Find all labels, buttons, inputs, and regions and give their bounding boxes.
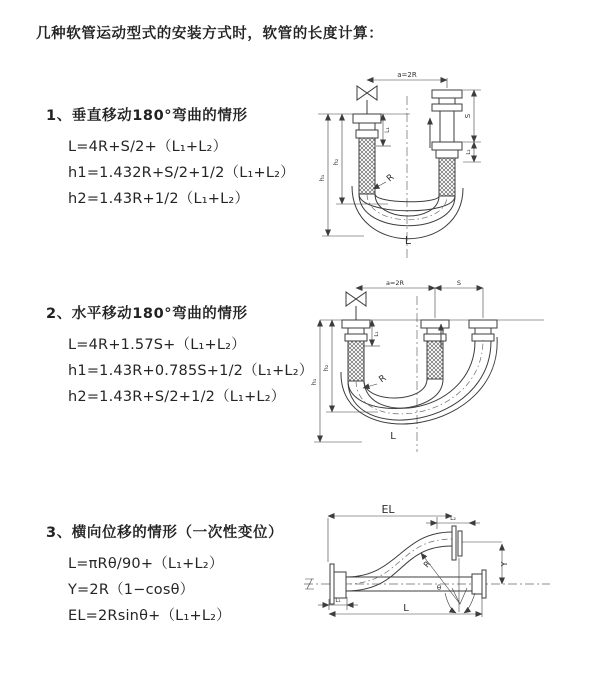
formula-line: h1=1.432R+S/2+1/2（L₁+L₂）: [68, 165, 295, 181]
d2-middle-pipe: [421, 320, 449, 379]
diagram-lateral-displacement: [298, 500, 600, 658]
dim-l1-label: L₁: [335, 598, 341, 604]
d1-dim-l2: [463, 142, 481, 162]
d2-dim-a2r: [356, 280, 435, 318]
d2-valve-icon: [346, 292, 366, 320]
formula-line: L=4R+1.57S+（L₁+L₂）: [68, 337, 246, 353]
formula-line: Y=2R（1−cosθ）: [68, 582, 195, 598]
d3-dim-y: [500, 544, 509, 584]
d3-radius-callout: [421, 553, 460, 604]
formula-line: h2=1.43R+S/2+1/2（L₁+L₂）: [68, 389, 286, 405]
dim-l1-label: L₁: [374, 331, 380, 337]
dim-h1-label: h₁: [318, 174, 326, 182]
section-3: [46, 521, 283, 629]
dim-l-label: L: [403, 603, 409, 614]
formula-line: L=πRθ/90+（L₁+L₂）: [68, 556, 224, 572]
hose-length-label: L: [404, 234, 412, 247]
formula-line: h2=1.43R+1/2（L₁+L₂）: [68, 191, 250, 207]
dim-h2-label: h₂: [332, 158, 340, 166]
d1-valve-icon: [357, 86, 377, 114]
section-2-formulas: [68, 332, 313, 410]
dim-s-label: S: [464, 113, 472, 119]
section-2-heading: 2、水平移动180°弯曲的情形: [46, 306, 248, 322]
section-1-heading: 1、垂直移动180°弯曲的情形: [46, 108, 248, 124]
formula-line: EL=2Rsinθ+（L₁+L₂）: [68, 608, 231, 624]
radius-label: R: [385, 172, 397, 185]
dim-l2-label: L₂: [450, 515, 456, 522]
hose-length-label: L: [390, 431, 396, 442]
d2-right-pipe: [469, 320, 497, 341]
d3-dim-l1: [318, 597, 358, 610]
d1-dim-a2r: [367, 71, 447, 88]
d1-radius-callout: [373, 173, 396, 189]
section-3-heading: 3、横向位移的情形（一次性变位）: [46, 525, 284, 541]
diagram-horizontal-180-bend: [306, 280, 598, 462]
d2-radius-callout: [363, 373, 388, 388]
dim-h2-label: h₂: [322, 364, 330, 372]
formula-line: L=4R+S/2+（L₁+L₂）: [68, 139, 228, 155]
dim-s-label: S: [456, 280, 462, 287]
dim-a2r-label: a=2R: [397, 71, 417, 79]
diagram-vertical-180-bend: [312, 70, 586, 266]
dim-a2r-label: a=2R: [385, 280, 405, 287]
d2-left-pipe: [342, 320, 370, 381]
dim-l2-label: L₂: [466, 149, 472, 155]
d3-dim-el: [328, 503, 452, 562]
d1-left-pipe: [353, 114, 381, 194]
section-1: [46, 104, 295, 212]
section-3-formulas: [68, 551, 283, 629]
section-2: [46, 302, 313, 410]
dim-el-label: EL: [381, 503, 395, 516]
radius-label: R: [421, 559, 433, 570]
d3-displaced-hose: [346, 526, 502, 612]
radius-label: R: [377, 373, 389, 386]
dim-y-label: Y: [500, 561, 509, 567]
d2-dim-s: [435, 280, 483, 318]
theta-label: θ: [436, 584, 442, 592]
dim-h1-label: h₁: [310, 378, 318, 386]
formula-line: h1=1.43R+0.785S+1/2（L₁+L₂）: [68, 363, 314, 379]
dim-l1-label: L₁: [384, 127, 391, 133]
d1-right-pipe: [432, 90, 462, 196]
d1-dim-s: [463, 90, 481, 142]
page-title: 几种软管运动型式的安装方式时，软管的长度计算：: [36, 26, 384, 42]
section-1-formulas: [68, 134, 295, 212]
